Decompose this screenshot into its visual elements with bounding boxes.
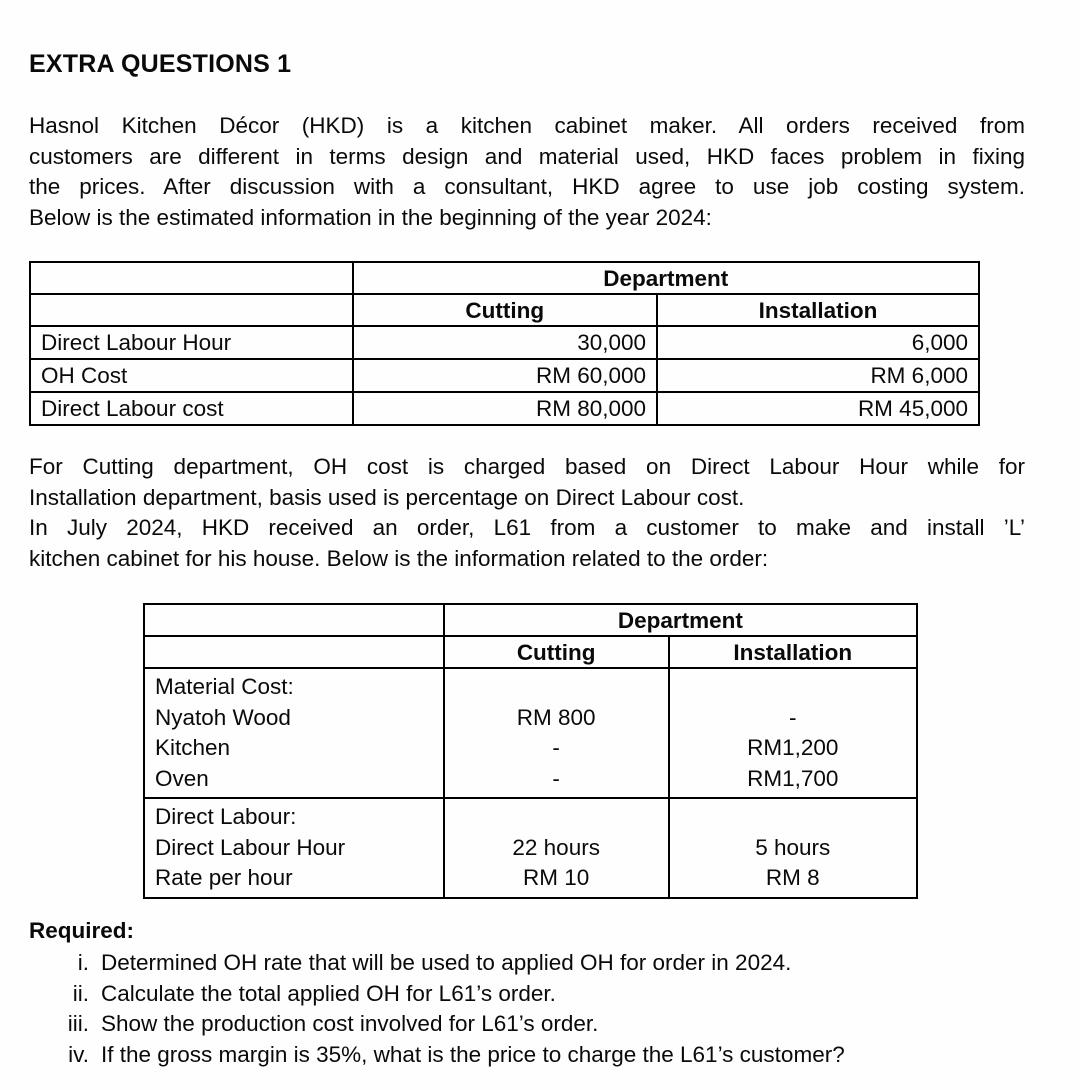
required-heading: Required: xyxy=(29,918,135,943)
required-numeral: ii. xyxy=(72,980,89,1006)
table-row xyxy=(30,326,979,359)
required-text: If the gross margin is 35%, what is the price to charge the L61’s customer? xyxy=(101,1041,845,1067)
order-labour-cutting-value: RM 10 xyxy=(523,865,590,890)
table-row xyxy=(30,294,979,326)
order-labour-installation-value xyxy=(680,802,906,833)
list-item xyxy=(29,1009,845,1040)
order-labour-label: Direct Labour Hour xyxy=(155,834,346,860)
order-material-cutting-value xyxy=(455,672,658,703)
order-labour-cutting xyxy=(444,798,669,898)
order-material-installation-value: - xyxy=(789,704,797,730)
estimates-cell-installation: 6,000 xyxy=(657,326,979,359)
basis-paragraph xyxy=(29,452,1025,513)
order-labour-labels xyxy=(144,798,444,898)
intro-line-2: customers are different in terms design and material used, HKD faces problem in fixing xyxy=(29,143,1025,169)
list-item xyxy=(29,979,845,1010)
estimates-group-header: Department xyxy=(353,262,979,294)
order-material-cutting xyxy=(444,668,669,798)
table-row xyxy=(144,668,917,798)
order-corner-cell xyxy=(144,604,444,636)
order-header-installation: Installation xyxy=(669,636,917,668)
intro-line-3: the prices. After discussion with a consultant, HKD agree to use job costing system. xyxy=(29,174,1025,199)
table-row xyxy=(144,604,917,636)
order-labour-installation xyxy=(669,798,917,898)
order-material-label: Nyatoh Wood xyxy=(155,704,291,730)
list-item xyxy=(29,1040,845,1071)
basis-line-2: Installation department, basis used is percentage on Direct Labour cost. xyxy=(29,484,745,510)
order-labour-installation-value: 5 hours xyxy=(755,834,831,860)
table-row xyxy=(30,392,979,425)
table-row xyxy=(30,359,979,392)
order-header-cutting: Cutting xyxy=(444,636,669,668)
order-material-labels xyxy=(144,668,444,798)
list-item xyxy=(29,948,845,979)
intro-line-4: Below is the estimated information in the beginning of the year 2024: xyxy=(29,204,712,230)
order-material-installation-value xyxy=(680,672,906,703)
intro-paragraph xyxy=(29,111,1025,233)
order-labour-label: Direct Labour: xyxy=(155,804,297,829)
estimates-cell-installation: RM 45,000 xyxy=(657,392,979,425)
estimates-table xyxy=(29,261,980,426)
required-list xyxy=(29,948,845,1070)
estimates-row-label: Direct Labour Hour xyxy=(30,326,353,359)
estimates-corner-cell xyxy=(30,262,353,294)
order-labour-cutting-value: 22 hours xyxy=(512,834,600,860)
estimates-row-label: OH Cost xyxy=(30,359,353,392)
required-text: Show the production cost involved for L61’s order. xyxy=(101,1011,599,1036)
required-text: Determined OH rate that will be used to applied OH for order in 2024. xyxy=(101,950,792,975)
required-numeral: iii. xyxy=(67,1011,89,1036)
estimates-cell-installation: RM 6,000 xyxy=(657,359,979,392)
order-labour-label: Rate per hour xyxy=(155,865,293,890)
order-material-cutting-value: - xyxy=(552,765,560,791)
required-numeral: iv. xyxy=(68,1041,89,1067)
basis-line-1: For Cutting department, OH cost is charged based on Direct Labour Hour while for xyxy=(29,454,1025,479)
estimates-cell-cutting: RM 80,000 xyxy=(353,392,657,425)
order-labour-installation-value: RM 8 xyxy=(765,865,820,890)
order-material-label: Oven xyxy=(155,765,209,791)
order-material-label: Material Cost: xyxy=(155,674,294,699)
required-numeral: i. xyxy=(77,950,89,975)
order-group-header: Department xyxy=(444,604,917,636)
intro-line-1: Hasnol Kitchen Décor (HKD) is a kitchen cabinet maker. All orders received from xyxy=(29,113,1025,138)
estimates-header-installation: Installation xyxy=(657,294,979,326)
order-table xyxy=(143,603,918,899)
estimates-header-cutting: Cutting xyxy=(353,294,657,326)
table-row xyxy=(144,636,917,668)
order-material-installation-value: RM1,700 xyxy=(747,765,839,791)
table-row xyxy=(30,262,979,294)
estimates-blank-cell xyxy=(30,294,353,326)
required-text: Calculate the total applied OH for L61’s order. xyxy=(101,980,556,1006)
order-blank-cell xyxy=(144,636,444,668)
estimates-row-label: Direct Labour cost xyxy=(30,392,353,425)
estimates-cell-cutting: 30,000 xyxy=(353,326,657,359)
order-material-installation xyxy=(669,668,917,798)
order-line-1: In July 2024, HKD received an order, L61 from a customer to make and install ’L’ xyxy=(29,515,1025,540)
page-title: EXTRA QUESTIONS 1 xyxy=(29,50,292,78)
order-material-installation-value: RM1,200 xyxy=(747,735,839,760)
order-labour-cutting-value xyxy=(455,802,658,833)
order-paragraph xyxy=(29,513,1025,574)
estimates-cell-cutting: RM 60,000 xyxy=(353,359,657,392)
order-material-cutting-value: RM 800 xyxy=(516,704,596,730)
order-line-2: kitchen cabinet for his house. Below is the information related to the order: xyxy=(29,545,769,571)
order-material-label: Kitchen xyxy=(155,735,231,760)
table-row xyxy=(144,798,917,898)
order-material-cutting-value: - xyxy=(552,735,560,760)
